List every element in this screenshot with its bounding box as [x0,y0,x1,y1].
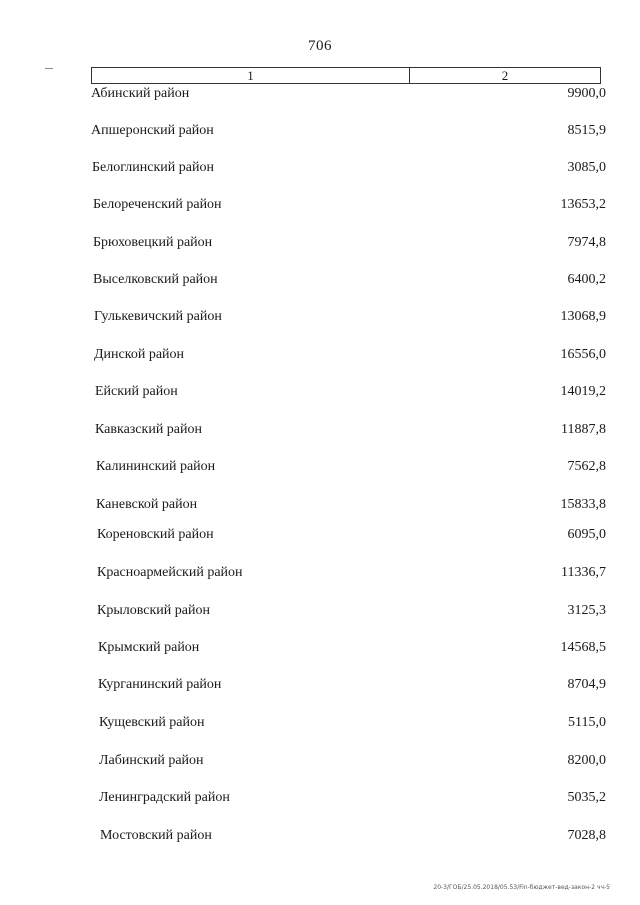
district-value: 5115,0 [568,715,606,730]
table-row [0,123,640,147]
table-row [0,86,640,110]
district-name: Калининский район [96,459,216,474]
table-row [0,459,640,483]
column-header-1: 1 [92,68,410,83]
district-name: Динской район [94,347,185,362]
table-row [0,272,640,296]
table-row [0,828,640,852]
table-row [0,715,640,739]
district-name: Апшеронский район [91,123,214,138]
district-value: 14568,5 [560,640,606,655]
district-name: Крымский район [98,640,200,655]
district-name: Кавказский район [95,422,203,437]
table-row [0,603,640,627]
district-name: Лабинский район [99,753,204,768]
district-name: Ейский район [95,384,178,399]
district-name: Каневской район [96,497,198,512]
table-row [0,235,640,259]
district-value: 14019,2 [560,384,606,399]
district-name: Курганинский район [98,677,222,692]
district-value: 16556,0 [560,347,606,362]
table-row [0,347,640,371]
district-name: Выселковский район [93,272,218,287]
district-value: 7028,8 [567,828,606,843]
district-name: Крыловский район [97,603,210,618]
table-row [0,384,640,408]
district-name: Кореновский район [97,527,214,542]
table-row [0,497,640,521]
district-value: 9900,0 [567,86,606,101]
table-row [0,527,640,551]
district-name: Мостовский район [100,828,212,843]
table-row [0,677,640,701]
page-number: 706 [308,38,332,54]
table-row [0,640,640,664]
margin-mark [45,68,53,69]
district-name: Кущевский район [99,715,205,730]
district-name: Брюховецкий район [93,235,213,250]
table-row [0,565,640,589]
district-value: 3125,3 [567,603,606,618]
district-value: 13653,2 [560,197,606,212]
district-value: 11336,7 [561,565,606,580]
table-row [0,422,640,446]
district-value: 11887,8 [561,422,606,437]
district-name: Абинский район [91,86,190,101]
district-value: 8515,9 [567,123,606,138]
district-name: Белореченский район [93,197,222,212]
district-value: 8704,9 [567,677,606,692]
district-value: 15833,8 [560,497,606,512]
table-row [0,790,640,814]
district-name: Ленинградский район [99,790,230,805]
district-value: 7562,8 [567,459,606,474]
district-value: 7974,8 [567,235,606,250]
table-row [0,309,640,333]
district-name: Гулькевичский район [94,309,222,324]
district-value: 3085,0 [567,160,606,175]
footer-filename: 20-3/ГОБ/25.05.2018/05.53/Fin-бюджет-вед-закон-2 чч-5 [433,884,610,891]
district-value: 8200,0 [567,753,606,768]
table-row [0,197,640,221]
district-value: 13068,9 [560,309,606,324]
district-value: 5035,2 [567,790,606,805]
column-header-2: 2 [501,68,509,83]
district-value: 6095,0 [567,527,606,542]
district-name: Красноармейский район [97,565,243,580]
table-row [0,753,640,777]
district-value: 6400,2 [567,272,606,287]
district-name: Белоглинский район [92,160,214,175]
table-header [91,67,601,84]
table-row [0,160,640,184]
